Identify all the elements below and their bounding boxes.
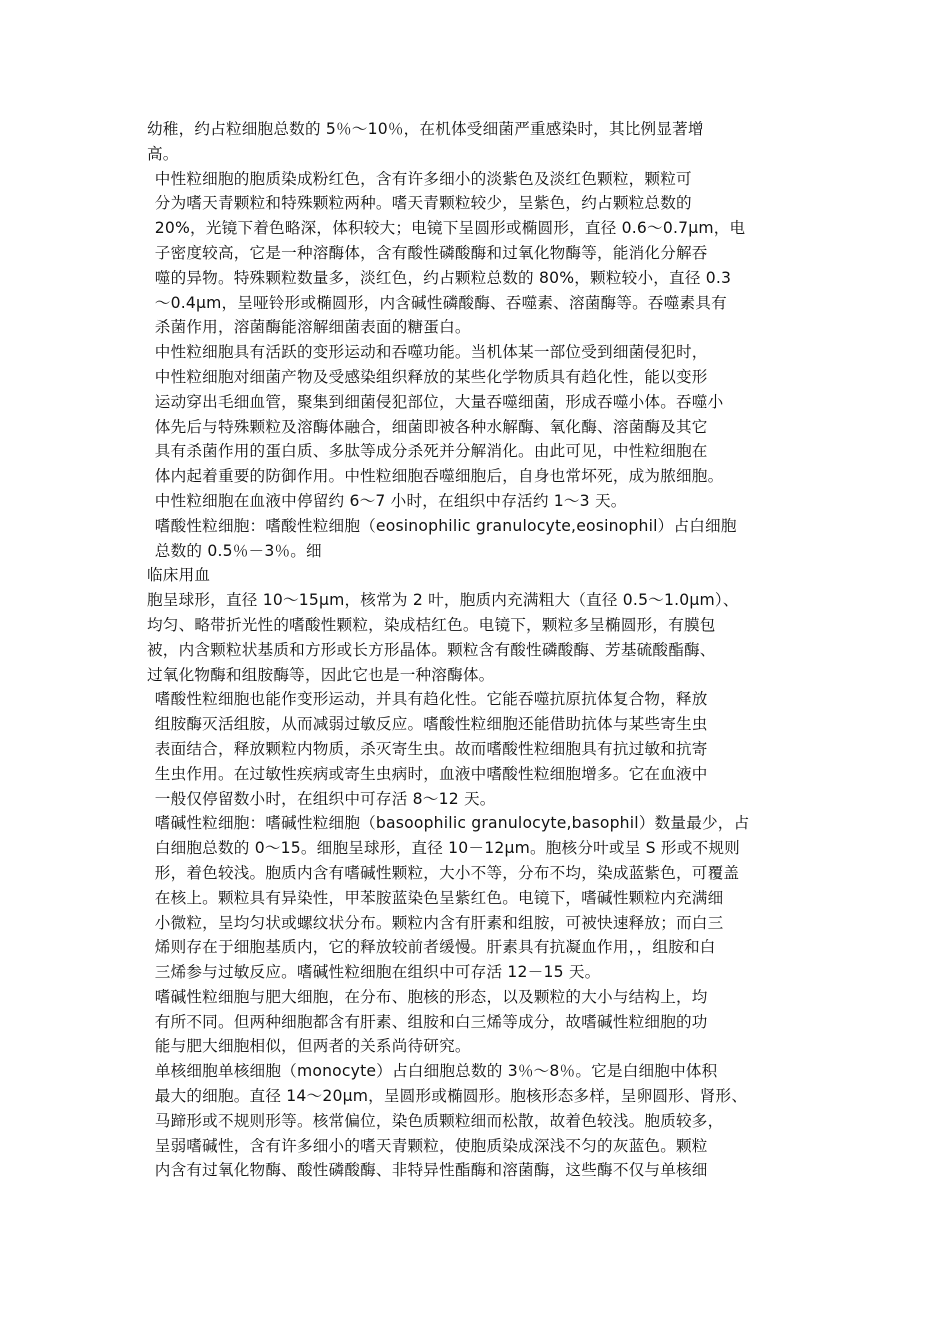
paragraph — [147, 985, 817, 1059]
text-line: 运动穿出毛细血管，聚集到细菌侵犯部位，大量吞噬细菌，形成吞噬小体。吞噬小 — [154, 392, 724, 411]
paragraph — [147, 563, 817, 588]
text-line: 幼稚，约占粒细胞总数的 5％～10％，在机体受细菌严重感染时，其比例显著增 — [147, 120, 704, 138]
text-line: 最大的细胞。直径 14～20μm，呈圆形或椭圆形。胞核形态多样，呈卵圆形、肾形、 — [154, 1087, 748, 1106]
text-line: 白细胞总数的 0～15。细胞呈球形，直径 10－12μm。胞核分叶或呈 S 形或不规则 — [154, 839, 740, 858]
text-line: 能与肥大细胞相似，但两者的关系尚待研究。 — [154, 1037, 471, 1056]
text-line: 内含有过氧化物酶、酸性磷酸酶、非特异性酯酶和溶菌酶，这些酶不仅与单核细 — [154, 1161, 708, 1180]
paragraph — [147, 687, 817, 811]
text-line: 临床用血 — [147, 566, 211, 585]
text-line: 分为嗜天青颗粒和特殊颗粒两种。嗜天青颗粒较少，呈紫色，约占颗粒总数的 — [154, 194, 692, 213]
paragraph — [147, 588, 817, 687]
text-line: 生虫作用。在过敏性疾病或寄生虫病时，血液中嗜酸性粒细胞增多。它在血液中 — [154, 764, 708, 783]
text-line: 杀菌作用，溶菌酶能溶解细菌表面的糖蛋白。 — [154, 318, 471, 337]
text-line: 有所不同。但两种细胞都含有肝素、组胺和白三烯等成分，故嗜碱性粒细胞的功 — [154, 1012, 708, 1031]
text-line: 胞呈球形，直径 10～15μm，核常为 2 叶，胞质内充满粗大（直径 0.5～1.0μm）、 — [147, 591, 739, 610]
text-line: 烯则存在于细胞基质内，它的释放较前者缓慢。肝素具有抗凝血作用，，组胺和白 — [154, 938, 716, 957]
text-line: 中性粒细胞对细菌产物及受感染组织释放的某些化学物质具有趋化性，能以变形 — [154, 367, 708, 386]
paragraph — [147, 117, 817, 167]
text-line: 在核上。颗粒具有异染性，甲苯胺蓝染色呈紫红色。电镜下，嗜碱性颗粒内充满细 — [154, 888, 724, 907]
paragraph — [147, 514, 817, 564]
text-line: 20%，光镜下着色略深，体积较大；电镜下呈圆形或椭圆形，直径 0.6～0.7μm，电 — [154, 219, 746, 238]
document-page — [147, 117, 817, 1183]
text-line: 均匀、略带折光性的嗜酸性颗粒，染成桔红色。电镜下，颗粒多呈椭圆形，有膜包 — [147, 615, 716, 634]
text-line: 高。 — [147, 144, 179, 163]
text-line: 嗜酸性粒细胞也能作变形运动，并具有趋化性。它能吞噬抗原抗体复合物，释放 — [154, 690, 708, 709]
text-line: 中性粒细胞在血液中停留约 6～7 小时，在组织中存活约 1～3 天。 — [154, 491, 627, 510]
text-line: 嗜碱性粒细胞与肥大细胞，在分布、胞核的形态，以及颗粒的大小与结构上，均 — [154, 987, 708, 1006]
text-line: 被，内含颗粒状基质和方形或长方形晶体。颗粒含有酸性磷酸酶、芳基硫酸酯酶、 — [147, 640, 716, 659]
text-line: 中性粒细胞的胞质染成粉红色，含有许多细小的淡紫色及淡红色颗粒，颗粒可 — [154, 169, 692, 188]
paragraph — [147, 811, 817, 985]
text-line: ～0.4μm，呈哑铃形或椭圆形，内含碱性磷酸酶、吞噬素、溶菌酶等。吞噬素具有 — [154, 293, 727, 312]
text-line: 呈弱嗜碱性，含有许多细小的嗜天青颗粒，使胞质染成深浅不匀的灰蓝色。颗粒 — [154, 1136, 708, 1155]
paragraph — [147, 340, 817, 514]
text-line: 体内起着重要的防御作用。中性粒细胞吞噬细胞后，自身也常坏死，成为脓细胞。 — [154, 467, 724, 486]
text-line: 一般仅停留数小时，在组织中可存活 8～12 天。 — [154, 789, 496, 808]
text-line: 中性粒细胞具有活跃的变形运动和吞噬功能。当机体某一部位受到细菌侵犯时， — [154, 343, 708, 362]
paragraph — [147, 167, 817, 341]
paragraph — [147, 1059, 817, 1183]
text-line: 三烯参与过敏反应。嗜碱性粒细胞在组织中可存活 12－15 天。 — [154, 963, 601, 982]
text-line: 表面结合，释放颗粒内物质，杀灭寄生虫。故而嗜酸性粒细胞具有抗过敏和抗寄 — [154, 739, 708, 758]
text-line: 小微粒，呈均匀状或螺纹状分布。颗粒内含有肝素和组胺，可被快速释放；而白三 — [154, 913, 724, 932]
text-line: 形，着色较浅。胞质内含有嗜碱性颗粒，大小不等，分布不均，染成蓝紫色，可覆盖 — [154, 863, 740, 882]
text-line: 体先后与特殊颗粒及溶酶体融合，细菌即被各种水解酶、氧化酶、溶菌酶及其它 — [154, 417, 708, 436]
text-line: 嗜酸性粒细胞：嗜酸性粒细胞（eosinophilic granulocyte,eosinophil）占白细胞 — [154, 516, 737, 535]
text-line: 组胺酶灭活组胺，从而减弱过敏反应。嗜酸性粒细胞还能借助抗体与某些寄生虫 — [154, 715, 708, 734]
text-line: 总数的 0.5％－3％。细 — [154, 541, 322, 560]
text-line: 马蹄形或不规则形等。核常偏位，染色质颗粒细而松散，故着色较浅。胞质较多， — [154, 1111, 724, 1130]
text-line: 具有杀菌作用的蛋白质、多肽等成分杀死并分解消化。由此可见，中性粒细胞在 — [154, 442, 708, 461]
text-line: 过氧化物酶和组胺酶等，因此它也是一种溶酶体。 — [147, 665, 495, 684]
text-line: 单核细胞单核细胞（monocyte）占白细胞总数的 3％～8％。它是白细胞中体积 — [154, 1062, 718, 1081]
text-line: 子密度较高，它是一种溶酶体，含有酸性磷酸酶和过氧化物酶等，能消化分解吞 — [154, 243, 708, 262]
text-line: 嗜碱性粒细胞：嗜碱性粒细胞（basoophilic granulocyte,basophil）数量最少，占 — [154, 814, 750, 833]
text-line: 噬的异物。特殊颗粒数量多，淡红色，约占颗粒总数的 80%，颗粒较小，直径 0.3 — [154, 268, 732, 287]
